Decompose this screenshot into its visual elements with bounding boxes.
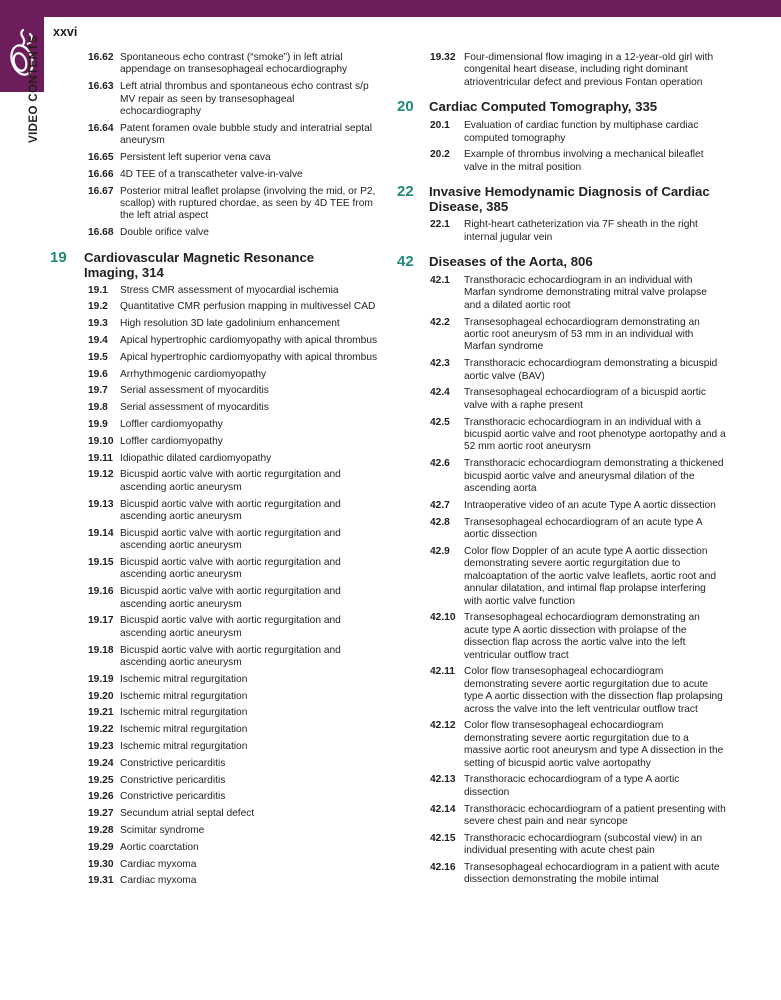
chapter-number: 19	[50, 248, 67, 266]
video-entry	[50, 285, 378, 297]
video-number: 20.1	[430, 120, 450, 132]
video-number: 42.8	[430, 516, 450, 528]
video-number: 42.3	[430, 358, 450, 370]
video-number: 42.6	[430, 458, 450, 470]
video-entry	[50, 419, 378, 431]
video-number: 19.17	[88, 615, 114, 627]
page-number: xxvi	[53, 25, 78, 39]
video-title: Stress CMR assessment of myocardial ischemia	[120, 284, 339, 296]
video-number: 42.7	[430, 499, 450, 511]
video-entry	[50, 741, 378, 753]
chapter-title: Diseases of the Aorta, 806	[429, 254, 593, 270]
video-title: High resolution 3D late gadolinium enhancement	[120, 318, 340, 330]
video-number: 19.7	[88, 385, 108, 397]
video-number: 19.5	[88, 351, 108, 363]
chapter-number: 20	[397, 98, 414, 116]
chapter-heading	[393, 254, 728, 270]
video-title: Transesophageal echocardiogram demonstrating an aortic root aneurysm of 53 mm in an individual with Marfan syndrome	[464, 316, 700, 353]
chapter-title: Cardiac Computed Tomography, 335	[429, 99, 658, 115]
video-number: 19.9	[88, 419, 108, 430]
chapter-heading	[50, 250, 378, 280]
video-title: Transthoracic echocardiogram of a patient presenting with severe chest pain and near syncope	[464, 803, 726, 827]
video-title: Loffler cardiomyopathy	[120, 419, 223, 430]
video-title: Bicuspid aortic valve with aortic regurgitation and ascending aortic aneurysm	[120, 557, 341, 581]
video-number: 19.4	[88, 335, 108, 347]
video-number: 22.1	[430, 219, 450, 231]
left-column	[50, 52, 378, 892]
video-number: 19.32	[430, 52, 456, 63]
video-number: 42.9	[430, 545, 450, 557]
video-title: Serial assessment of myocarditis	[120, 402, 269, 414]
video-number: 19.26	[88, 791, 114, 803]
video-number: 19.15	[88, 557, 114, 568]
video-title: Loffler cardiomyopathy	[120, 435, 223, 447]
video-title: Constrictive pericarditis	[120, 791, 226, 803]
video-title: Patent foramen ovale bubble study and interatrial septal aneurysm	[120, 122, 373, 147]
video-entry	[50, 691, 378, 703]
right-column	[393, 52, 728, 891]
video-title: Bicuspid aortic valve with aortic regurgitation and ascending aortic aneurysm	[120, 469, 341, 493]
video-title: Color flow Doppler of an acute type A aortic dissection demonstrating severe aortic regurgitation due to malcoaptation of the aortic valve leaflets, aortic root and annular dilatation, and intimal flap prolapse interfering with aortic valve function	[464, 545, 716, 607]
video-title: Left atrial thrombus and spontaneous echo contrast s/p MV repair as seen by transesophageal echocardiography	[120, 81, 369, 118]
video-number: 19.14	[88, 527, 114, 539]
video-title: Intraoperative video of an acute Type A aortic dissection	[464, 499, 716, 511]
video-number: 19.18	[88, 644, 114, 656]
video-entry	[50, 402, 378, 414]
video-number: 19.6	[88, 368, 108, 380]
video-number: 16.64	[88, 122, 114, 134]
video-title: Transesophageal echocardiogram in a patient with acute dissection demonstrating the mobile intimal	[464, 861, 720, 886]
video-number: 16.62	[88, 52, 114, 63]
header-bar	[0, 0, 781, 17]
video-title: Idiopathic dilated cardiomyopathy	[120, 452, 272, 464]
video-entry	[393, 517, 728, 542]
video-number: 19.16	[88, 586, 114, 598]
video-number: 42.4	[430, 387, 450, 399]
video-title: Cardiac myxoma	[120, 875, 197, 887]
video-entry	[50, 758, 378, 770]
video-title: Ischemic mitral regurgitation	[120, 673, 248, 685]
video-title: Right-heart catheterization via 7F sheath in the right internal jugular vein	[464, 219, 698, 243]
video-number: 19.12	[88, 469, 114, 481]
video-entry	[393, 833, 728, 858]
video-title: Four-dimensional flow imaging in a 12-year-old girl with congenital heart disease, including right dominant atrioventricular defect and previous Fontan operation	[464, 52, 714, 88]
video-entry	[50, 123, 378, 148]
video-title: Constrictive pericarditis	[120, 757, 226, 769]
video-number: 42.15	[430, 832, 456, 844]
video-entry	[393, 500, 728, 512]
video-title: Double orifice valve	[120, 227, 209, 239]
video-title: Bicuspid aortic valve with aortic regurgitation and ascending aortic aneurysm	[120, 498, 341, 522]
video-entry	[50, 775, 378, 787]
video-title: Quantitative CMR perfusion mapping in multivessel CAD	[120, 301, 376, 313]
video-entry	[50, 227, 378, 239]
video-entry	[50, 186, 378, 223]
video-entry	[50, 81, 378, 118]
section-side-label: VIDEO CONTENTS	[28, 35, 40, 143]
video-entry	[393, 546, 728, 608]
video-entry	[50, 335, 378, 347]
video-number: 42.5	[430, 416, 450, 428]
video-entry	[50, 875, 378, 887]
chapter-title: Invasive Hemodynamic Diagnosis of Cardiac Disease, 385	[429, 184, 710, 215]
video-entry	[50, 169, 378, 181]
video-title: Ischemic mitral regurgitation	[120, 741, 248, 752]
video-entry	[50, 469, 378, 494]
chapter-heading	[393, 99, 728, 115]
video-entry	[393, 804, 728, 829]
video-entry	[50, 385, 378, 397]
video-entry	[393, 458, 728, 495]
video-title: Transesophageal echocardiogram of an acute type A aortic dissection	[464, 516, 703, 541]
video-title: Transthoracic echocardiogram demonstrating a bicuspid aortic valve (BAV)	[464, 358, 718, 382]
video-title: Color flow transesophageal echocardiogram demonstrating severe aortic regurgitation due to a massive aortic root aneurysm and type A dissection in the setting of bicuspid aortic valve aortopathy	[464, 720, 724, 769]
video-title: Evaluation of cardiac function by multiphase cardiac computed tomography	[464, 120, 699, 144]
video-title: Transthoracic echocardiogram of a type A aortic dissection	[464, 774, 680, 798]
video-number: 19.10	[88, 435, 114, 447]
video-number: 19.29	[88, 841, 114, 853]
video-number: 19.8	[88, 402, 108, 414]
video-entry	[393, 219, 728, 244]
video-entry	[50, 645, 378, 670]
video-title: Persistent left superior vena cava	[120, 152, 271, 164]
video-number: 19.23	[88, 741, 114, 752]
video-number: 20.2	[430, 149, 450, 161]
video-title: Example of thrombus involving a mechanical bileaflet valve in the mitral position	[464, 149, 704, 173]
video-number: 16.67	[88, 185, 114, 197]
video-title: Arrhythmogenic cardiomyopathy	[120, 368, 267, 380]
video-number: 42.11	[430, 666, 455, 678]
video-number: 42.2	[430, 316, 450, 328]
video-number: 19.21	[88, 707, 114, 719]
video-entry	[50, 352, 378, 364]
video-entry	[50, 674, 378, 686]
video-title: Transthoracic echocardiogram (subcostal view) in an individual presenting with acute chest pain	[464, 832, 702, 857]
video-number: 19.31	[88, 875, 114, 887]
video-number: 42.12	[430, 720, 456, 732]
video-title: Apical hypertrophic cardiomyopathy with apical thrombus	[120, 351, 378, 363]
video-number: 16.68	[88, 227, 114, 239]
video-number: 19.24	[88, 757, 114, 769]
video-entry	[50, 859, 378, 871]
video-title: Ischemic mitral regurgitation	[120, 724, 248, 736]
video-entry	[50, 436, 378, 448]
video-entry	[50, 528, 378, 553]
video-entry	[393, 275, 728, 312]
video-entry	[393, 120, 728, 145]
video-title: Spontaneous echo contrast (“smoke”) in left atrial appendage on transesophageal echocardiography	[120, 52, 348, 76]
video-entry	[50, 724, 378, 736]
video-entry	[393, 417, 728, 454]
video-number: 16.65	[88, 152, 114, 164]
video-title: Posterior mitral leaflet prolapse (involving the mid, or P2, scallop) with ruptured chordae, as seen by 4D TEE from the left atrial aspect	[120, 185, 376, 222]
video-entry	[393, 862, 728, 887]
video-entry	[50, 318, 378, 330]
video-entry	[393, 358, 728, 383]
video-title: Transthoracic echocardiogram in an individual with a bicuspid aortic valve and root phenotype aortopathy and a 52 mm aortic root aneurysm	[464, 416, 726, 453]
video-number: 19.27	[88, 808, 114, 820]
video-entry	[50, 499, 378, 524]
video-entry	[50, 707, 378, 719]
chapter-title: Cardiovascular Magnetic Resonance Imaging, 314	[84, 249, 315, 280]
video-number: 19.3	[88, 318, 108, 330]
video-entry	[50, 842, 378, 854]
video-title: Transesophageal echocardiogram of a bicuspid aortic valve with a raphe present	[464, 387, 706, 411]
video-entry	[50, 453, 378, 465]
video-title: Ischemic mitral regurgitation	[120, 707, 248, 719]
video-entry	[393, 387, 728, 412]
video-number: 42.1	[430, 275, 450, 287]
video-entry	[393, 612, 728, 662]
video-entry	[50, 557, 378, 582]
video-number: 42.14	[430, 803, 456, 815]
video-number: 42.16	[430, 861, 456, 873]
video-number: 19.11	[88, 452, 113, 464]
video-number: 19.1	[88, 284, 108, 296]
video-title: 4D TEE of a transcatheter valve-in-valve	[120, 168, 303, 180]
video-title: Apical hypertrophic cardiomyopathy with apical thrombus	[120, 335, 378, 347]
video-title: Bicuspid aortic valve with aortic regurgitation and ascending aortic aneurysm	[120, 615, 341, 639]
video-entry	[393, 720, 728, 770]
chapter-number: 42	[397, 253, 414, 271]
video-entry	[50, 808, 378, 820]
video-title: Scimitar syndrome	[120, 824, 205, 836]
video-entry	[50, 369, 378, 381]
video-entry	[50, 301, 378, 313]
video-title: Serial assessment of myocarditis	[120, 385, 269, 397]
video-number: 19.25	[88, 774, 114, 786]
video-entry	[393, 52, 728, 89]
video-entry	[50, 586, 378, 611]
video-title: Aortic coarctation	[120, 841, 199, 853]
chapter-number: 22	[397, 183, 414, 201]
video-number: 16.63	[88, 81, 114, 93]
video-number: 19.22	[88, 724, 114, 736]
video-entry	[50, 615, 378, 640]
video-number: 19.20	[88, 690, 114, 702]
video-title: Transthoracic echocardiogram demonstrating a thickened bicuspid aortic valve and aneurysmal dilation of the ascending aorta	[464, 458, 724, 495]
video-number: 42.10	[430, 612, 456, 624]
video-title: Ischemic mitral regurgitation	[120, 690, 248, 702]
video-number: 19.2	[88, 301, 108, 313]
video-entry	[393, 317, 728, 354]
video-number: 16.66	[88, 168, 114, 180]
video-number: 19.13	[88, 498, 114, 510]
video-title: Constrictive pericarditis	[120, 774, 226, 786]
video-number: 19.28	[88, 824, 114, 836]
video-number: 19.19	[88, 673, 114, 685]
video-title: Bicuspid aortic valve with aortic regurgitation and ascending aortic aneurysm	[120, 586, 341, 610]
video-title: Cardiac myxoma	[120, 858, 197, 870]
video-number: 42.13	[430, 774, 456, 786]
video-entry	[393, 149, 728, 174]
video-title: Transthoracic echocardiogram in an individual with Marfan syndrome demonstrating mitral valve prolapse and a dilated aortic root	[464, 275, 707, 311]
video-entry	[393, 666, 728, 716]
video-entry	[50, 52, 378, 77]
video-title: Color flow transesophageal echocardiogram demonstrating severe aortic regurgitation due to acute type A aortic dissection with the dissection flap prolapsing across the valve into the left ventricular outflow tract	[464, 666, 723, 715]
video-title: Bicuspid aortic valve with aortic regurgitation and ascending aortic aneurysm	[120, 527, 341, 552]
video-title: Secundum atrial septal defect	[120, 808, 255, 820]
video-entry	[50, 152, 378, 164]
video-number: 19.30	[88, 858, 114, 870]
video-entry	[50, 825, 378, 837]
video-entry	[393, 774, 728, 799]
chapter-heading	[393, 184, 728, 214]
video-title: Transesophageal echocardiogram demonstrating an acute type A aortic dissection with prolapse of the dissection flap across the aortic valve into the left ventricular outflow tract	[464, 612, 700, 661]
video-title: Bicuspid aortic valve with aortic regurgitation and ascending aortic aneurysm	[120, 644, 341, 669]
video-entry	[50, 791, 378, 803]
